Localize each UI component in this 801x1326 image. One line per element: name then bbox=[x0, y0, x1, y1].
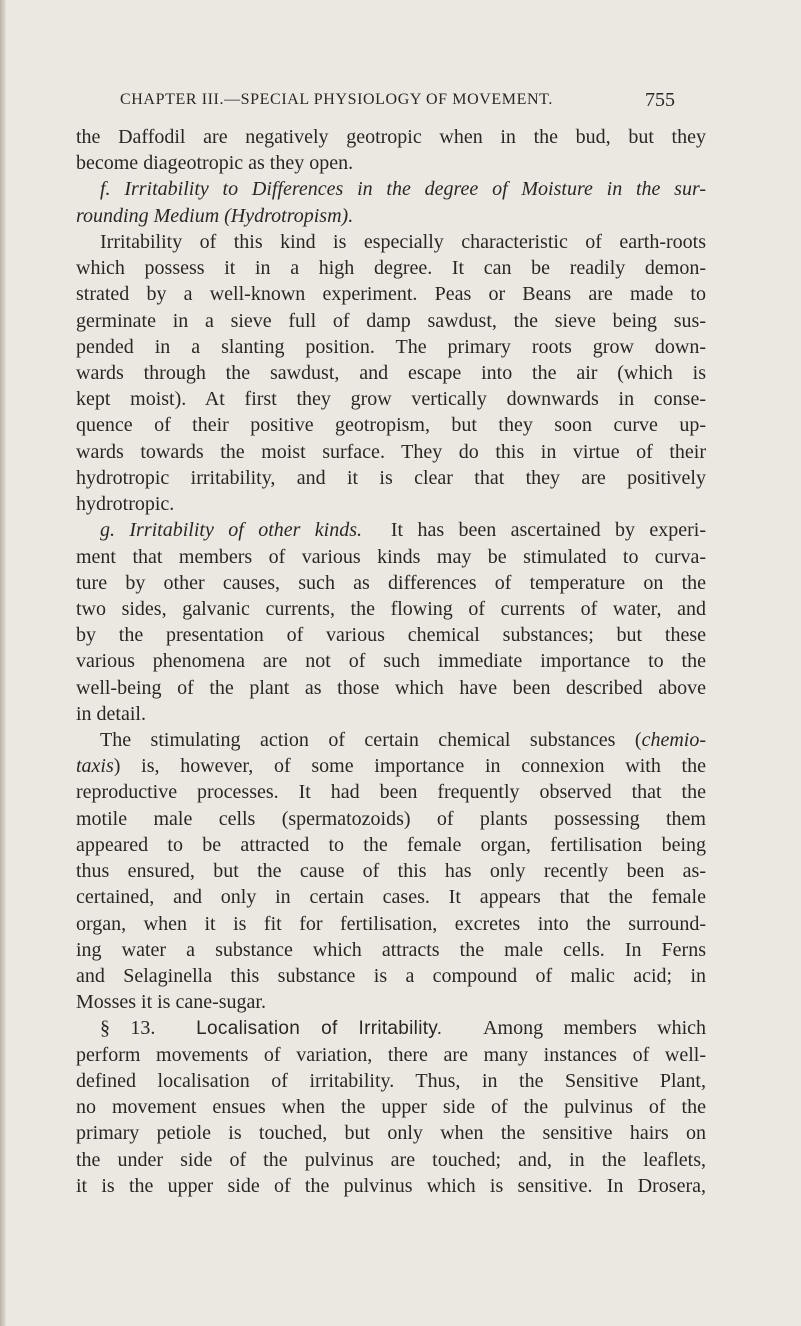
section-13-heading: Localisation of Irritability. bbox=[196, 1018, 443, 1040]
page-number: 755 bbox=[645, 89, 675, 111]
text-line: quence of their positive geotropism, but they soon curve up- bbox=[76, 414, 706, 437]
text-line: well-being of the plant as those which have been described above bbox=[76, 676, 706, 699]
text-line: Irritability of this kind is especially characteristic of earth-roots bbox=[100, 230, 706, 253]
text-line: strated by a well-known experiment. Peas or Beans are made to bbox=[76, 283, 706, 306]
text-line: the under side of the pulvinus are touched; and, in the leaflets, bbox=[76, 1148, 706, 1171]
section-f-heading bbox=[76, 176, 706, 202]
term-chemiotaxis-cont: taxis bbox=[76, 755, 114, 778]
running-head: CHAPTER III.—SPECIAL PHYSIOLOGY OF MOVEMENT. bbox=[120, 91, 553, 108]
text-line bbox=[76, 727, 706, 753]
text-line: and Selaginella this substance is a compound of malic acid; in bbox=[76, 965, 706, 987]
text-line: defined localisation of irritability. Thus, in the Sensitive Plant, bbox=[76, 1069, 706, 1092]
text-line: organ, when it is fit for fertilisation, excretes into the surround- bbox=[76, 912, 706, 935]
section-f-heading-cont bbox=[76, 203, 706, 229]
section-f-heading-text-cont: rounding Medium (Hydrotropism). bbox=[76, 204, 354, 227]
text-line: various phenomena are not of such immediate importance to the bbox=[76, 650, 706, 673]
text-line: Mosses it is cane-sugar. bbox=[76, 991, 266, 1014]
text-line: perform movements of variation, there are many instances of well- bbox=[76, 1043, 706, 1066]
text-line: which possess it in a high degree. It can be readily demon- bbox=[76, 257, 706, 280]
text-line: ture by other causes, such as differences of temperature on the bbox=[76, 571, 706, 594]
section-f-heading-text: f. Irritability to Differences in the degree of Moisture in the sur- bbox=[100, 178, 706, 201]
text-line bbox=[76, 753, 706, 779]
text-line: wards through the sawdust, and escape into the air (which is bbox=[76, 361, 706, 384]
text-line: become diageotropic as they open. bbox=[76, 152, 354, 175]
text-line: thus ensured, but the cause of this has only recently been as- bbox=[76, 860, 706, 883]
section-number: § 13. bbox=[100, 1017, 156, 1040]
body-text bbox=[76, 124, 706, 1199]
text-line: ing water a substance which attracts the male cells. In Ferns bbox=[76, 938, 706, 961]
text-line: certained, and only in certain cases. It appears that the female bbox=[76, 886, 706, 909]
text-line: no movement ensues when the upper side of the pulvinus of the bbox=[76, 1096, 706, 1119]
text-line: ment that members of various kinds may be stimulated to curva- bbox=[76, 545, 706, 568]
text-line: motile male cells (spermatozoids) of plants possessing them bbox=[76, 807, 706, 830]
text-line: two sides, galvanic currents, the flowing of currents of water, and bbox=[76, 597, 706, 620]
section-13-first-line bbox=[76, 1015, 706, 1041]
text-line: in detail. bbox=[76, 702, 146, 725]
text-line: by the presentation of various chemical substances; but these bbox=[76, 624, 706, 647]
text-line: kept moist). At first they grow vertically downwards in conse- bbox=[76, 388, 706, 411]
text-line: hydrotropic irritability, and it is clear that they are positively bbox=[76, 466, 706, 489]
section-g-first-line bbox=[76, 517, 706, 543]
text-run: Among members which bbox=[483, 1017, 707, 1040]
text-line: primary petiole is touched, but only when the sensitive hairs on bbox=[76, 1122, 706, 1145]
text-run: ) is, however, of some importance in connexion with the bbox=[113, 755, 706, 778]
text-line: appeared to be attracted to the female organ, fertilisation being bbox=[76, 833, 706, 856]
text-line: pended in a slanting position. The primary roots grow down- bbox=[76, 335, 706, 358]
text-line: hydrotropic. bbox=[76, 493, 175, 516]
text-line: germinate in a sieve full of damp sawdust, the sieve being sus- bbox=[76, 309, 706, 332]
text-line: reproductive processes. It had been frequently observed that the bbox=[76, 781, 706, 804]
text-run: The stimulating action of certain chemical substances ( bbox=[100, 729, 642, 752]
text-line: wards towards the moist surface. They do this in virtue of their bbox=[76, 440, 706, 463]
term-chemiotaxis: chemio- bbox=[641, 729, 706, 752]
text-run: It has been ascertained by experi- bbox=[390, 519, 707, 542]
text-line: it is the upper side of the pulvinus which is sensitive. In Drosera, bbox=[76, 1174, 706, 1197]
text-line: the Daffodil are negatively geotropic when in the bud, but they bbox=[76, 126, 706, 148]
page-header bbox=[120, 89, 685, 115]
section-g-heading: g. Irritability of other kinds. bbox=[100, 519, 363, 542]
page-binding-edge bbox=[0, 0, 6, 1326]
